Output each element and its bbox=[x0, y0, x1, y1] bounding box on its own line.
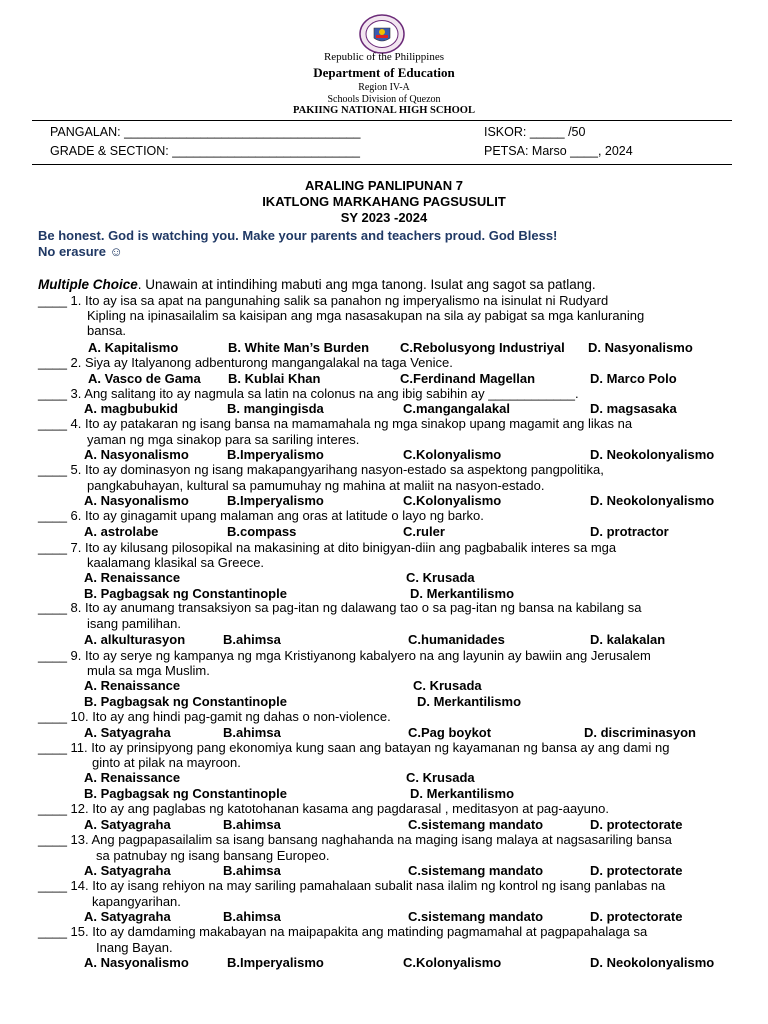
grade-section-field: GRADE & SECTION: ___________________________ bbox=[50, 144, 360, 158]
choice: D. protectorate bbox=[590, 863, 683, 878]
choice: B.ahimsa bbox=[223, 725, 281, 740]
republic-label: Republic of the Philippines bbox=[323, 51, 445, 63]
choice: D. Neokolonyalismo bbox=[590, 447, 715, 462]
question-5-line-1: ____ 5. Ito ay dominasyon ng isang makapangyarihang nasyon-estado sa aspektong pangpolitika, bbox=[38, 462, 604, 477]
choice: A. Satyagraha bbox=[84, 725, 171, 740]
question-15-line-1: ____ 15. Ito ay damdaming makabayan na maipapakita ang matinding pagmamahal at pagpapahalaga sa bbox=[38, 924, 648, 939]
name-field: PANGALAN: __________________________________ bbox=[50, 125, 361, 139]
choice: D. Merkantilismo bbox=[417, 694, 522, 709]
choice: D. protectorate bbox=[590, 909, 683, 924]
question-4-line-2: yaman ng mga sinakop para sa sariling interes. bbox=[87, 432, 360, 447]
header-divider bbox=[32, 120, 732, 121]
exam-title: IKATLONG MARKAHANG PAGSUSULIT bbox=[262, 194, 506, 209]
choice: A. Nasyonalismo bbox=[84, 955, 189, 970]
choice: C.ruler bbox=[403, 524, 445, 539]
choice: A. Satyagraha bbox=[84, 817, 171, 832]
question-1-line-3: bansa. bbox=[87, 323, 127, 338]
choice: D. discriminasyon bbox=[584, 725, 696, 740]
question-2-line-1: ____ 2. Siya ay Italyanong adbenturong mangangalakal na taga Venice. bbox=[38, 355, 453, 370]
choice: D. Neokolonyalismo bbox=[590, 955, 715, 970]
choice: A. astrolabe bbox=[84, 524, 159, 539]
choice: A. Kapitalismo bbox=[88, 340, 179, 355]
choice: B.ahimsa bbox=[223, 817, 281, 832]
question-13-line-1: ____ 13. Ang pagpapasailalim sa isang bansang naghahanda na maging isang malaya at nagsasariling bansa bbox=[38, 832, 672, 847]
question-5-line-2: pangkabuhayan, kultural sa pamumuhay ng mahina at maliit na nasyon-estado. bbox=[87, 478, 545, 493]
choice: C. Krusada bbox=[406, 770, 475, 785]
choice: A. Nasyonalismo bbox=[84, 493, 189, 508]
question-13-line-2: sa patnubay ng isang bansang Europeo. bbox=[96, 848, 330, 863]
choice: C.Pag boykot bbox=[408, 725, 492, 740]
deped-seal-logo bbox=[352, 14, 412, 54]
question-1-line-1: ____ 1. Ito ay isa sa apat na pangunahing salik sa panahon ng imperyalismo na isinulat ni Rudyard bbox=[38, 293, 609, 308]
choice: C.Ferdinand Magellan bbox=[400, 371, 536, 386]
choice: B.ahimsa bbox=[223, 632, 281, 647]
choice: D. Merkantilismo bbox=[410, 586, 515, 601]
choice: B. mangingisda bbox=[227, 401, 324, 416]
choice: A. Nasyonalismo bbox=[84, 447, 189, 462]
choice: B.ahimsa bbox=[223, 909, 281, 924]
choice: A. Renaissance bbox=[84, 570, 181, 585]
instructions bbox=[38, 277, 596, 292]
question-9-line-2: mula sa mga Muslim. bbox=[87, 663, 210, 678]
division-label: Schools Division of Quezon bbox=[327, 94, 441, 105]
question-4-line-1: ____ 4. Ito ay patakaran ng isang bansa na mamamahala ng mga sinakop upang magamit ang likas na bbox=[38, 416, 633, 431]
choice: D. Nasyonalismo bbox=[588, 340, 693, 355]
question-10-line-1: ____ 10. Ito ay ang hindi pag-gamit ng dahas o non-violence. bbox=[38, 709, 391, 724]
choice: C. Krusada bbox=[406, 570, 475, 585]
question-8-line-1: ____ 8. Ito ay anumang transaksiyon sa pag-itan ng dalawang tao o sa pag-itan ng bansa na kabilang sa bbox=[38, 600, 642, 615]
question-3-line-1: ____ 3. Ang salitang ito ay nagmula sa latin na colonus na ang ibig sabihin ay ____________. bbox=[38, 386, 579, 401]
choice: C.Kolonyalismo bbox=[403, 447, 502, 462]
choice: D. protractor bbox=[590, 524, 669, 539]
department-label: Department of Education bbox=[313, 65, 455, 80]
choice: C.Kolonyalismo bbox=[403, 955, 502, 970]
subject-title: ARALING PANLIPUNAN 7 bbox=[305, 178, 463, 193]
choice: A. Satyagraha bbox=[84, 909, 171, 924]
question-6-line-1: ____ 6. Ito ay ginagamit upang malaman ang oras at latitude o layo ng barko. bbox=[38, 508, 484, 523]
motto-line-2: No erasure ☺ bbox=[38, 244, 123, 259]
choice: C.Rebolusyong Industriyal bbox=[400, 340, 565, 355]
choice: A. Renaissance bbox=[84, 678, 181, 693]
question-7-line-1: ____ 7. Ito ay kilusang pilosopikal na makasining at dito binigyan-diin ang pagbabalik interes sa mga bbox=[38, 540, 617, 555]
info-divider bbox=[32, 164, 732, 165]
choice: C.Kolonyalismo bbox=[403, 493, 502, 508]
choice: C.humanidades bbox=[408, 632, 505, 647]
choice: D. protectorate bbox=[590, 817, 683, 832]
question-11-line-1: ____ 11. Ito ay prinsipyong pang ekonomiya kung saan ang batayan ng kayamanan ng bansa ay ang dami ng bbox=[38, 740, 670, 755]
choice: B. Pagbagsak ng Constantinople bbox=[84, 586, 287, 601]
choice: D. magsasaka bbox=[590, 401, 677, 416]
choice: C.mangangalakal bbox=[403, 401, 510, 416]
choice: B.Imperyalismo bbox=[227, 447, 324, 462]
choice: C.sistemang mandato bbox=[408, 863, 544, 878]
question-9-line-1: ____ 9. Ito ay serye ng kampanya ng mga Kristiyanong kabalyero na ang layunin ay bawiin ang Jerusalem bbox=[38, 648, 651, 663]
choice: A. Renaissance bbox=[84, 770, 181, 785]
question-7-line-2: kaalamang klasikal sa Greece. bbox=[87, 555, 265, 570]
question-8-line-2: isang pamilihan. bbox=[87, 616, 181, 631]
question-1-line-2: Kipling na ipinasailalim sa kaisipan ang mga nasasakupan na sila ay pabigat sa mga kanluraning bbox=[87, 308, 645, 323]
choice: C. Krusada bbox=[413, 678, 482, 693]
question-14-line-1: ____ 14. Ito ay isang rehiyon na may sariling pamahalaan subalit nasa ilalim ng kontrol ng isang panlabas na bbox=[38, 878, 666, 893]
choice: A. magbubukid bbox=[84, 401, 178, 416]
question-15-line-2: Inang Bayan. bbox=[96, 940, 173, 955]
choice: D. kalakalan bbox=[590, 632, 666, 647]
choice: D. Merkantilismo bbox=[410, 786, 515, 801]
choice: B. Pagbagsak ng Constantinople bbox=[84, 786, 287, 801]
question-11-line-2: ginto at pilak na mayroon. bbox=[92, 755, 241, 770]
instructions-text: . Unawain at intindihing mabuti ang mga tanong. Isulat ang sagot sa patlang. bbox=[137, 277, 596, 292]
choice: A. Vasco de Gama bbox=[88, 371, 201, 386]
choice: B.Imperyalismo bbox=[227, 493, 324, 508]
question-14-line-2: kapangyarihan. bbox=[92, 894, 181, 909]
school-year: SY 2023 -2024 bbox=[340, 210, 428, 225]
choice: B. White Man’s Burden bbox=[228, 340, 370, 355]
choice: C.sistemang mandato bbox=[408, 817, 544, 832]
choice: D. Marco Polo bbox=[590, 371, 677, 386]
choice: C.sistemang mandato bbox=[408, 909, 544, 924]
choice: B. Pagbagsak ng Constantinople bbox=[84, 694, 287, 709]
choice: D. Neokolonyalismo bbox=[590, 493, 715, 508]
choice: B.ahimsa bbox=[223, 863, 281, 878]
instructions-label: Multiple Choice bbox=[38, 277, 138, 292]
motto-line-1: Be honest. God is watching you. Make your parents and teachers proud. God Bless! bbox=[38, 228, 558, 243]
choice: A. alkulturasyon bbox=[84, 632, 186, 647]
choice: B.compass bbox=[227, 524, 297, 539]
school-name: PAKIING NATIONAL HIGH SCHOOL bbox=[293, 105, 475, 116]
choice: B. Kublai Khan bbox=[228, 371, 321, 386]
choice: A. Satyagraha bbox=[84, 863, 171, 878]
date-field: PETSA: Marso ____, 2024 bbox=[484, 144, 633, 158]
choice: B.Imperyalismo bbox=[227, 955, 324, 970]
question-12-line-1: ____ 12. Ito ay ang paglabas ng katotohanan kasama ang pagdarasal , meditasyon at pag-aayuno. bbox=[38, 801, 609, 816]
score-field: ISKOR: _____ /50 bbox=[484, 125, 586, 139]
region-label: Region IV-A bbox=[358, 82, 410, 93]
